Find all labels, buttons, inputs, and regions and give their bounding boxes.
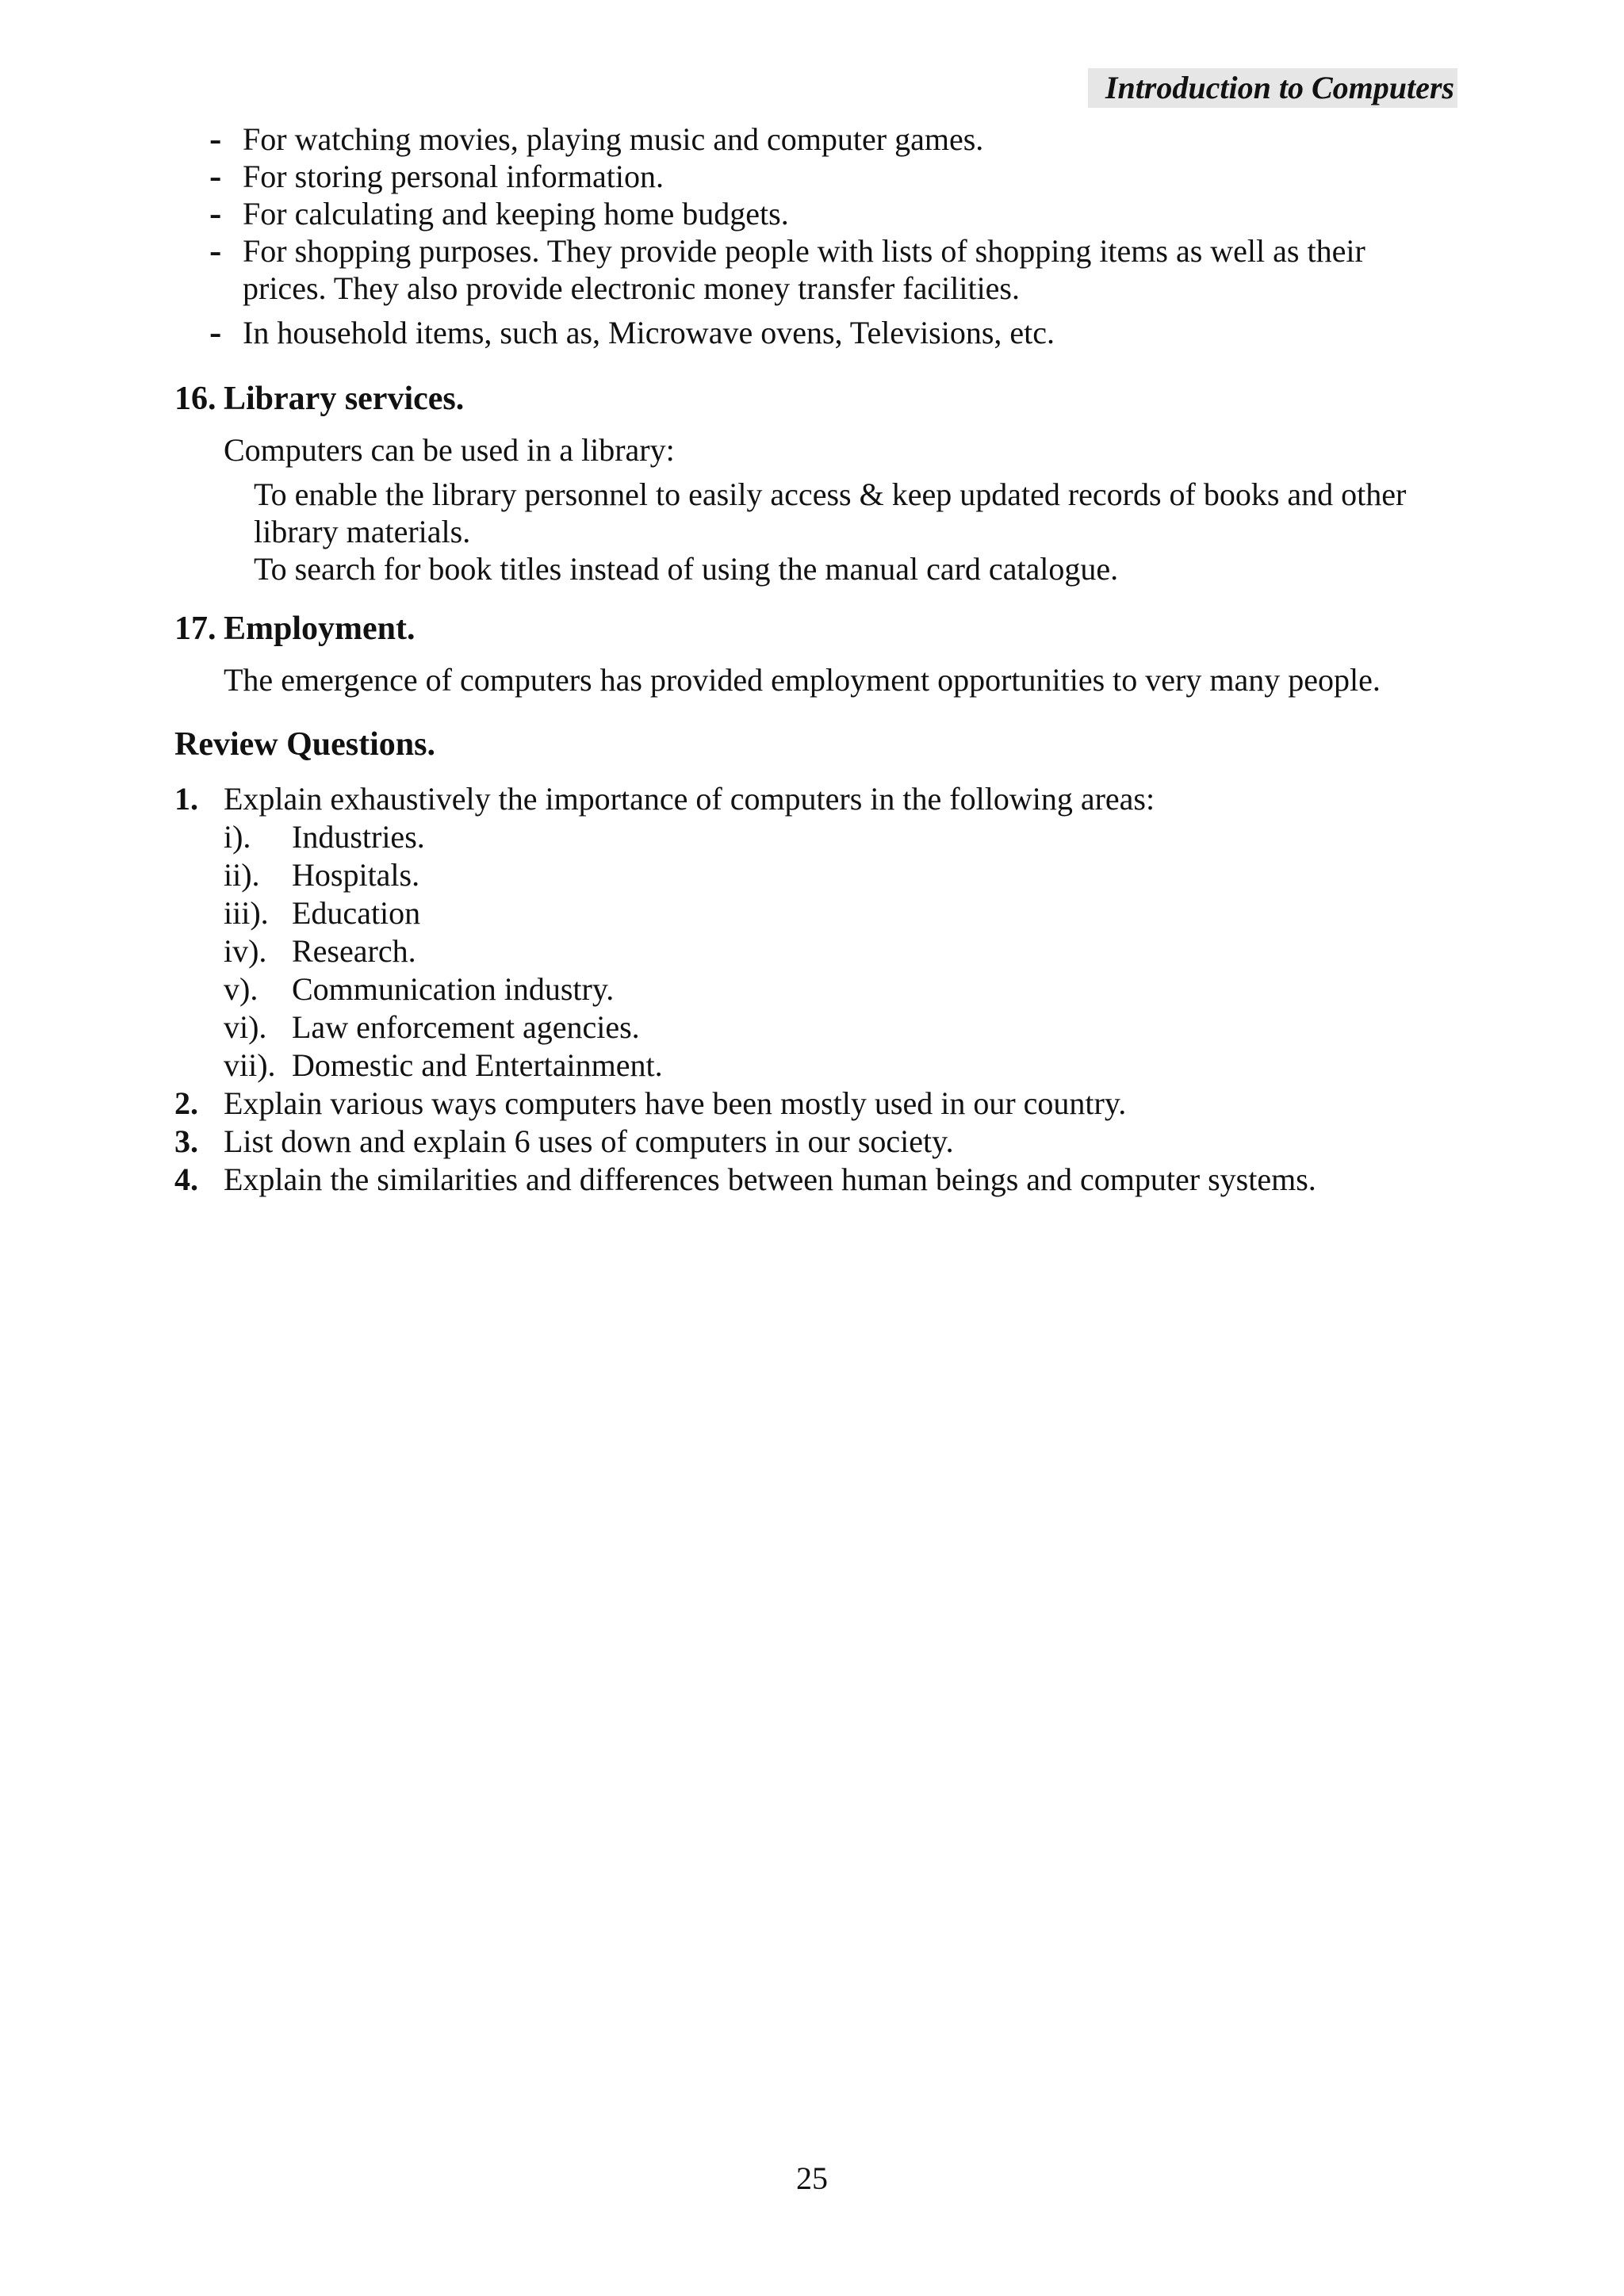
question-number: 1. bbox=[174, 781, 198, 817]
sub-item-number: v). bbox=[224, 971, 259, 1007]
sub-item-number: vi). bbox=[224, 1009, 267, 1045]
bullet-text: For shopping purposes. They provide people with lists of shopping items as well as their bbox=[243, 233, 1365, 269]
sub-item-text: Education bbox=[292, 895, 421, 931]
sub-item-number: ii). bbox=[224, 857, 260, 893]
question-number: 4. bbox=[174, 1161, 198, 1197]
sub-item-text: Law enforcement agencies. bbox=[292, 1009, 640, 1045]
bullet-dash: - bbox=[209, 193, 222, 233]
page-number: 25 bbox=[796, 2160, 828, 2196]
review-heading: Review Questions. bbox=[174, 726, 435, 763]
bullet-text: For calculating and keeping home budgets. bbox=[243, 196, 789, 232]
sub-item-text: Hospitals. bbox=[292, 857, 420, 893]
section-number: 16. bbox=[174, 381, 216, 417]
bullet-dash: - bbox=[209, 155, 222, 196]
bullet-dash: - bbox=[209, 312, 222, 352]
sub-item-number: i). bbox=[224, 819, 251, 855]
running-header: Introduction to Computers bbox=[1088, 68, 1457, 108]
sub-item-number: iv). bbox=[224, 933, 267, 969]
question-number: 2. bbox=[174, 1085, 198, 1121]
sub-item-text: Research. bbox=[292, 933, 416, 969]
bullet-dash: - bbox=[209, 118, 222, 159]
question-text: Explain various ways computers have been mostly used in our country. bbox=[224, 1085, 1127, 1121]
bullet-text: For watching movies, playing music and computer games. bbox=[243, 121, 984, 157]
sub-item-number: vii). bbox=[224, 1047, 276, 1083]
bullet-text: For storing personal information. bbox=[243, 159, 665, 194]
bullet-text: In household items, such as, Microwave ovens, Televisions, etc. bbox=[243, 315, 1055, 350]
sub-item-text: Communication industry. bbox=[292, 971, 615, 1007]
employment-text: The emergence of computers has provided employment opportunities to very many people. bbox=[224, 662, 1381, 698]
bullet-dash: - bbox=[209, 230, 222, 270]
library-intro: Computers can be used in a library: bbox=[224, 432, 675, 468]
section-number: 17. bbox=[174, 610, 216, 647]
section-title: Library services. bbox=[224, 381, 465, 417]
sub-item-text: Domestic and Entertainment. bbox=[292, 1047, 663, 1083]
sub-item-number: iii). bbox=[224, 895, 269, 931]
library-point-continued: library materials. bbox=[254, 514, 471, 549]
question-text: Explain exhaustively the importance of computers in the following areas: bbox=[224, 781, 1155, 817]
library-point: To enable the library personnel to easily access & keep updated records of books and other bbox=[254, 476, 1407, 512]
question-text: Explain the similarities and differences between human beings and computer systems. bbox=[224, 1161, 1316, 1197]
question-number: 3. bbox=[174, 1123, 198, 1159]
sub-item-text: Industries. bbox=[292, 819, 425, 855]
library-point: To search for book titles instead of using the manual card catalogue. bbox=[254, 551, 1119, 587]
bullet-text-continued: prices. They also provide electronic money transfer facilities. bbox=[243, 270, 1020, 306]
section-title: Employment. bbox=[224, 610, 416, 647]
question-text: List down and explain 6 uses of computers in our society. bbox=[224, 1123, 954, 1159]
